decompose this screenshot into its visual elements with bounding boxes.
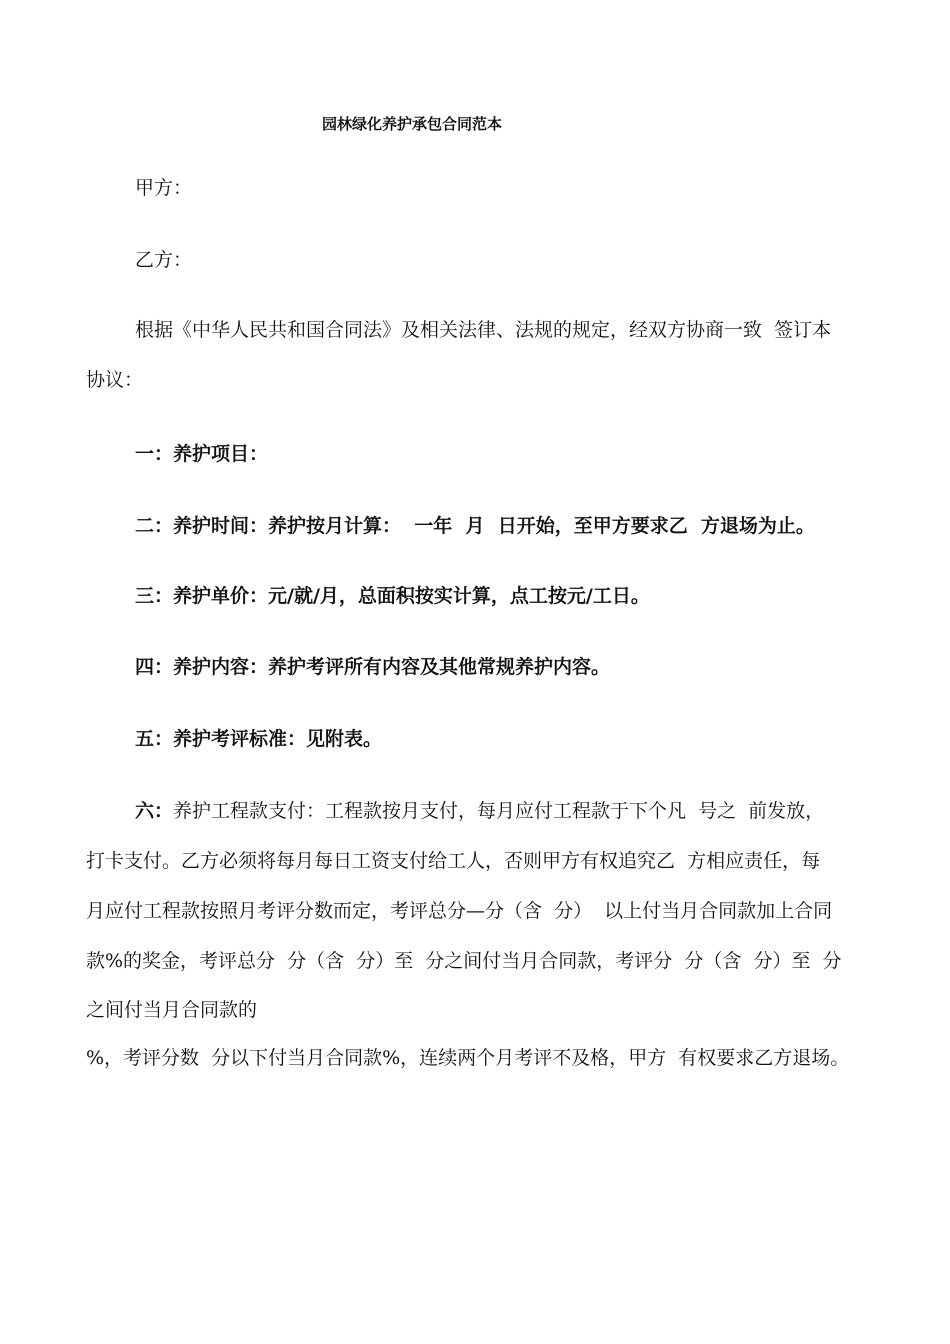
clause-6-line-4: 款%的奖金，考评总分 分（含 分）至 分之间付当月合同款，考评分 分（含 分）至 分 (86, 950, 842, 972)
clause-6-text: 养护工程款支付：工程款按月支付，每月应付工程款于下个凡 号之 前发放， (173, 800, 825, 822)
clause-6-line-1 (135, 799, 824, 823)
clause-6-line-3: 月应付工程款按照月考评分数而定，考评总分—分（含 分） 以上付当月合同款加上合同 (86, 900, 833, 922)
party-b-label: 乙方： (135, 249, 193, 271)
party-a-label: 甲方： (135, 177, 193, 199)
clause-5: 五：养护考评标准：见附表。 (135, 728, 383, 750)
clause-6-line-2: 打卡支付。乙方必须将每月每日工资支付给工人，否则甲方有权追究乙 方相应责任，每 (86, 850, 821, 872)
document-title: 园林绿化养护承包合同范本 (322, 115, 503, 133)
clause-4: 四：养护内容：养护考评所有内容及其他常规养护内容。 (135, 656, 611, 678)
clause-6-line-6: %，考评分数 分以下付当月合同款%，连续两个月考评不及格，甲方 有权要求乙方退场。 (86, 1047, 850, 1069)
clause-6-label: 六： (135, 800, 174, 822)
intro-paragraph-line-1: 根据《中华人民共和国合同法》及相关法律、法规的规定，经双方协商一致 签订本 (135, 319, 832, 341)
clause-6-line-5: 之间付当月合同款的 (86, 999, 258, 1021)
clause-2: 二：养护时间：养护按月计算： 一年 月 日开始，至甲方要求乙 方退场为止。 (135, 515, 815, 537)
clause-1: 一：养护项目： (135, 443, 269, 465)
clause-3: 三：养护单价：元/就/月，总面积按实计算，点工按元/工日。 (135, 585, 650, 607)
intro-paragraph-line-2: 协议： (86, 369, 144, 391)
